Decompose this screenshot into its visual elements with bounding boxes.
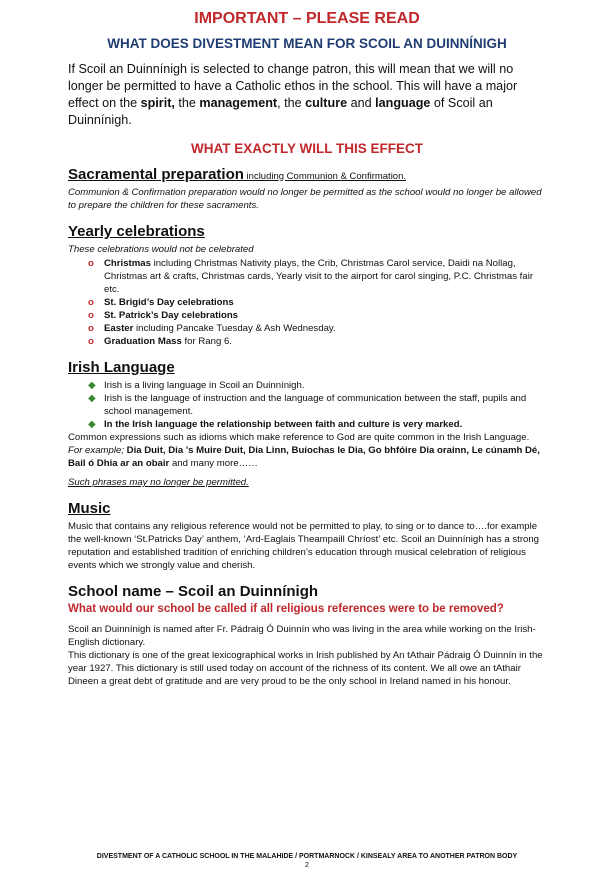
yearly-section-heading: Yearly celebrations: [68, 223, 205, 240]
item-text: including Pancake Tuesday & Ash Wednesday.: [133, 323, 336, 334]
sacramental-heading-text: Sacramental preparation: [68, 166, 244, 183]
list-item: [68, 309, 546, 322]
list-item: [68, 296, 546, 309]
intro-text: and: [347, 96, 376, 110]
page-title: IMPORTANT – PLEASE READ: [194, 10, 420, 27]
circle-bullet-icon: o: [88, 310, 94, 321]
intro-text: the: [174, 96, 200, 110]
page-number: 2: [305, 862, 309, 869]
intro-text: of Scoil an Duinnínigh.: [68, 96, 493, 127]
intro-bold-language: language: [375, 96, 431, 110]
item-bold: Christmas: [104, 258, 151, 269]
intro-bold-culture: culture: [305, 96, 348, 110]
music-text: Music that contains any religious reference would not be permitted to play, to sing or to dance to….for example the well-known ‘St.Patricks Day’ anthem, ‘Ard-Eaglais Theampaill Chríost’ etc. Scoil an Duinnínigh has a strong reputation and established tradition of enriching children’s education through musical celebration of religious events which we strongly value and cherish.: [68, 521, 540, 571]
item-bold: Easter: [104, 323, 134, 334]
intro-text: If Scoil an Duinnínigh is selected to change patron, this will mean that we will no longer be permitted to have a Catholic ethos in the school. This will have a major effect on the: [68, 62, 518, 110]
list-item: [68, 322, 546, 335]
intro-bold-management: management: [199, 96, 278, 110]
intro-bold-spirit: spirit,: [140, 96, 175, 110]
irish-expressions-paragraph: [68, 431, 546, 470]
school-paragraph-2: This dictionary is one of the great lexicographical works in Irish published by An tAthair Pádraig Ó Duinnín in the year 1927. This dictionary is still used today on account of the richness of its content. We all owe an tAthair Dineen a great debt of gratitude and are very proud to be the only school in Ireland named in his honour.: [68, 650, 543, 687]
effect-heading: WHAT EXACTLY WILL THIS EFFECT: [191, 141, 423, 156]
yearly-intro: These celebrations would not be celebrated: [68, 244, 254, 255]
irish-text-end: and many more……: [169, 458, 258, 469]
circle-bullet-icon: o: [88, 258, 94, 269]
list-item: [68, 418, 546, 431]
diamond-bullet-icon: ◆: [88, 393, 96, 404]
item-text: In the Irish language the relationship between faith and culture is very marked.: [104, 419, 463, 430]
diamond-bullet-icon: ◆: [88, 380, 96, 391]
list-item: [68, 392, 546, 418]
irish-italic-text: For example;: [68, 445, 127, 456]
irish-bold-phrases: Dia Duit, Dia 's Muire Duit, Dia Linn, Buíochas le Dia, Go bhfóire Dia orainn, Le cúnamh Dé, Bail ó Dhia ar an obair: [68, 445, 540, 469]
irish-section-heading: Irish Language: [68, 359, 175, 376]
item-bold: St. Brigid’s Day celebrations: [104, 297, 234, 308]
music-section-heading: Music: [68, 500, 111, 517]
item-text: for Rang 6.: [181, 336, 232, 347]
item-text: Irish is the language of instruction and the language of communication between the staff, pupils and school management.: [104, 393, 527, 417]
list-item: [68, 335, 546, 348]
page-footer: DIVESTMENT OF A CATHOLIC SCHOOL IN THE MALAHIDE / PORTMARNOCK / KINSEALY AREA TO ANOTHER PATRON BODY: [96, 853, 518, 860]
item-text: Irish is a living language in Scoil an Duinnínigh.: [104, 380, 305, 391]
school-section-heading: School name – Scoil an Duinnínigh: [68, 583, 319, 600]
page-subtitle: WHAT DOES DIVESTMENT MEAN FOR SCOIL AN DUINNÍNIGH: [107, 36, 507, 51]
sacramental-section-heading: [68, 166, 546, 183]
irish-note: Such phrases may no longer be permitted.: [68, 477, 249, 488]
circle-bullet-icon: o: [88, 323, 94, 334]
sacramental-heading-suffix: including Communion & Confirmation.: [243, 171, 407, 182]
irish-list: [68, 379, 546, 431]
intro-paragraph: [68, 61, 546, 129]
list-item: [68, 379, 546, 392]
sacramental-text: Communion & Confirmation preparation would no longer be permitted as the school would no longer be allowed to prepare the children for these sacraments.: [68, 187, 542, 211]
yearly-list: [68, 257, 546, 348]
item-text: including Christmas Nativity plays, the Crib, Christmas Carol service, Daidi na Nollag, Christmas art & crafts, Christmas cards, Yearly visit to the airport for carol singing, P.C. Christmas fair etc.: [104, 258, 534, 295]
list-item: [68, 257, 546, 296]
school-question: What would our school be called if all religious references were to be removed?: [68, 603, 504, 615]
item-bold: St. Patrick’s Day celebrations: [104, 310, 239, 321]
intro-text: , the: [277, 96, 306, 110]
school-paragraph-1: Scoil an Duinnínigh is named after Fr. Pádraig Ó Duinnín who was living in the area while working on the Irish-English dictionary.: [68, 624, 536, 648]
diamond-bullet-icon: ◆: [88, 419, 96, 430]
irish-text: Common expressions such as idioms which make reference to God are quite common in the Irish Language.: [68, 432, 530, 443]
circle-bullet-icon: o: [88, 336, 94, 347]
item-bold: Graduation Mass: [104, 336, 182, 347]
circle-bullet-icon: o: [88, 297, 94, 308]
